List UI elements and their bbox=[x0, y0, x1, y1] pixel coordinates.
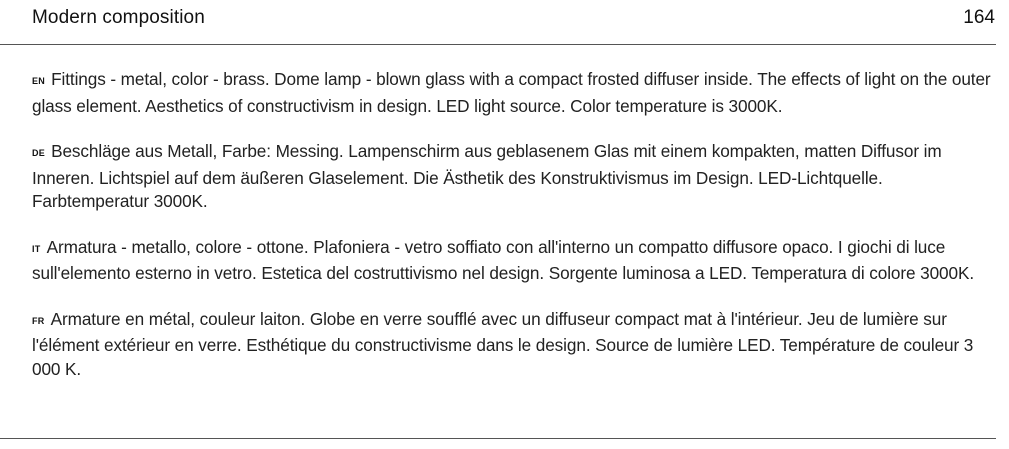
description-text-fr: Armature en métal, couleur laiton. Globe en verre soufflé avec un diffuseur compact mat à l'intérieur. Jeu de lumière sur l'élément extérieur en verre. Esthétique du constructivisme dans le design. Source de lumière LED. Température de couleur 3 000 K. bbox=[32, 308, 974, 379]
language-code-en: EN bbox=[32, 76, 46, 86]
product-description bbox=[32, 68, 1000, 403]
description-fr bbox=[32, 308, 1000, 382]
page-header bbox=[32, 4, 995, 32]
header-divider bbox=[0, 44, 996, 45]
description-text-it: Armatura - metallo, colore - ottone. Plafoniera - vetro soffiato con all'interno un compatto diffusore opaco. I giochi di luce sull'elemento esterno in vetro. Estetica del costruttivismo nel design. Sorgente luminosa a LED. Temperatura di colore 3000K. bbox=[32, 236, 975, 283]
description-en bbox=[32, 68, 1000, 118]
page-title: Modern composition bbox=[32, 7, 205, 28]
description-it bbox=[32, 236, 1000, 286]
description-de bbox=[32, 140, 1000, 214]
page-number: 164 bbox=[963, 7, 995, 28]
footer-divider bbox=[0, 438, 996, 439]
description-text-en: Fittings - metal, color - brass. Dome lamp - blown glass with a compact frosted diffuser inside. The effects of light on the outer glass element. Aesthetics of constructivism in design. LED light source. Color temperature is 3000K. bbox=[32, 69, 991, 116]
language-code-it: IT bbox=[32, 243, 41, 254]
language-code-de: DE bbox=[32, 148, 46, 158]
language-code-fr: FR bbox=[32, 315, 45, 326]
description-text-de: Beschläge aus Metall, Farbe: Messing. Lampenschirm aus geblasenem Glas mit einem kompakten, matten Diffusor im Inneren. Lichtspiel auf dem äußeren Glaselement. Die Ästhetik des Konstruktivismus im Design. LED-Lichtquelle. Farbtemperatur 3000K. bbox=[32, 141, 942, 211]
